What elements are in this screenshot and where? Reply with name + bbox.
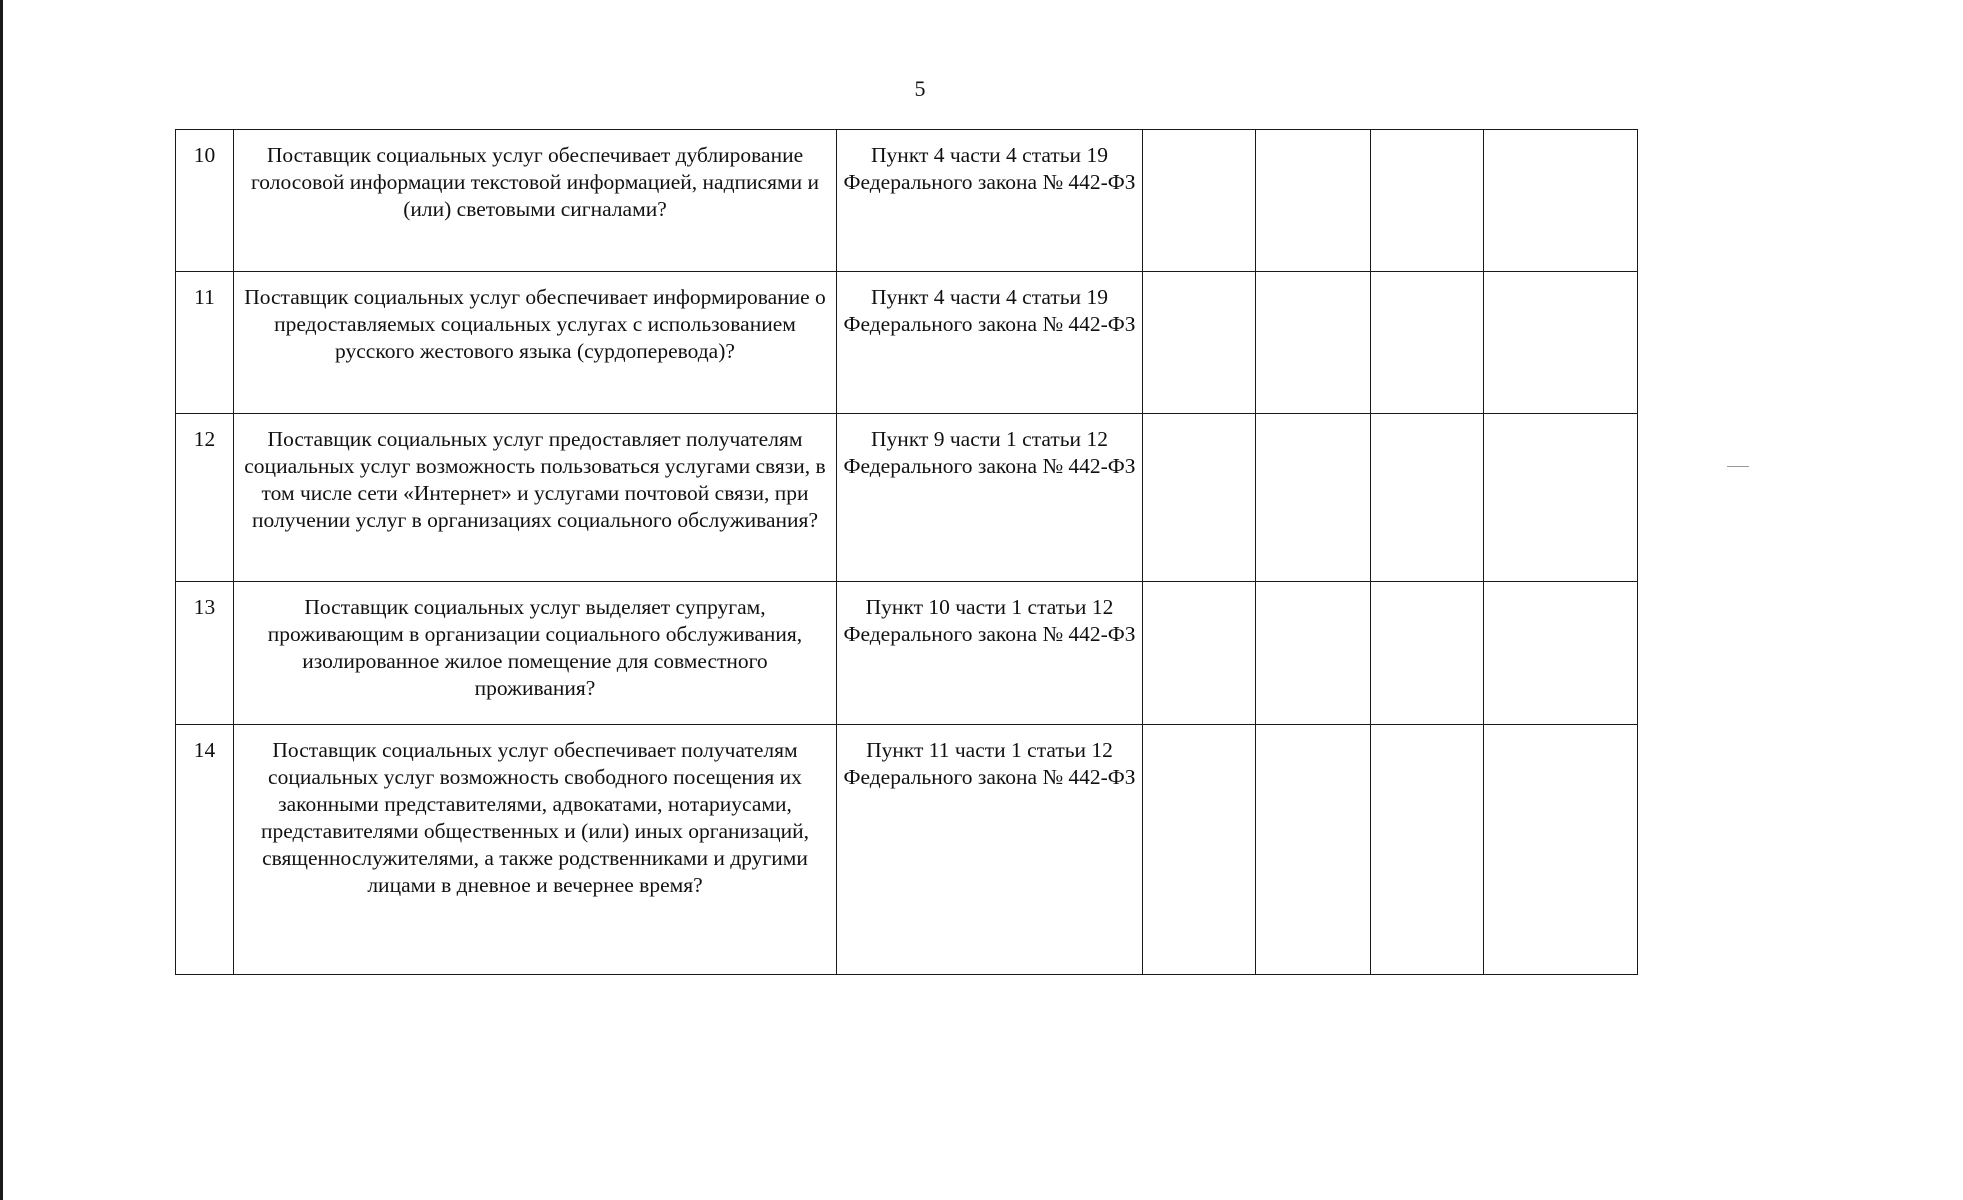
note-cell[interactable] [1484, 272, 1638, 414]
legal-reference: Пункт 9 части 1 статьи 12 Федерального закона № 442-ФЗ [837, 414, 1143, 582]
table-row [176, 414, 1638, 582]
note-cell[interactable] [1484, 414, 1638, 582]
answer-cell-yes[interactable] [1143, 130, 1256, 272]
answer-cell-na[interactable] [1371, 582, 1484, 725]
note-cell[interactable] [1484, 582, 1638, 725]
answer-cell-no[interactable] [1256, 414, 1371, 582]
row-number: 10 [176, 130, 234, 272]
margin-dash-mark [1727, 466, 1749, 467]
requirement-text: Поставщик социальных услуг обеспечивает информирование о предоставляемых социальных услугах с использованием русского жестового языка (сурдоперевода)? [234, 272, 837, 414]
answer-cell-no[interactable] [1256, 130, 1371, 272]
legal-reference: Пункт 4 части 4 статьи 19 Федерального закона № 442-ФЗ [837, 272, 1143, 414]
row-number: 12 [176, 414, 234, 582]
legal-reference: Пункт 10 части 1 статьи 12 Федерального закона № 442-ФЗ [837, 582, 1143, 725]
answer-cell-yes[interactable] [1143, 582, 1256, 725]
table-row [176, 582, 1638, 725]
note-cell[interactable] [1484, 725, 1638, 975]
checklist-table [175, 129, 1638, 975]
row-number: 11 [176, 272, 234, 414]
answer-cell-na[interactable] [1371, 130, 1484, 272]
table-row [176, 272, 1638, 414]
answer-cell-no[interactable] [1256, 272, 1371, 414]
table-row [176, 130, 1638, 272]
requirement-text: Поставщик социальных услуг обеспечивает получателям социальных услуг возможность свободного посещения их законными представителями, адвокатами, нотариусами, представителями общественных и (или) иных организаций, священнослужителями, а также родственниками и другими лицами в дневное и вечернее время? [234, 725, 837, 975]
note-cell[interactable] [1484, 130, 1638, 272]
row-number: 13 [176, 582, 234, 725]
answer-cell-na[interactable] [1371, 272, 1484, 414]
answer-cell-yes[interactable] [1143, 725, 1256, 975]
table-row [176, 725, 1638, 975]
answer-cell-na[interactable] [1371, 725, 1484, 975]
answer-cell-na[interactable] [1371, 414, 1484, 582]
legal-reference: Пункт 4 части 4 статьи 19 Федерального закона № 442-ФЗ [837, 130, 1143, 272]
page-number: 5 [914, 76, 926, 101]
answer-cell-yes[interactable] [1143, 414, 1256, 582]
scan-left-edge [0, 0, 3, 1200]
answer-cell-yes[interactable] [1143, 272, 1256, 414]
requirement-text: Поставщик социальных услуг выделяет супругам, проживающим в организации социального обслуживания, изолированное жилое помещение для совместного проживания? [234, 582, 837, 725]
legal-reference: Пункт 11 части 1 статьи 12 Федерального закона № 442-ФЗ [837, 725, 1143, 975]
answer-cell-no[interactable] [1256, 725, 1371, 975]
row-number: 14 [176, 725, 234, 975]
requirement-text: Поставщик социальных услуг обеспечивает дублирование голосовой информации текстовой информацией, надписями и (или) световыми сигналами? [234, 130, 837, 272]
answer-cell-no[interactable] [1256, 582, 1371, 725]
requirement-text: Поставщик социальных услуг предоставляет получателям социальных услуг возможность пользоваться услугами связи, в том числе сети «Интернет» и услугами почтовой связи, при получении услуг в организациях социального обслуживания? [234, 414, 837, 582]
